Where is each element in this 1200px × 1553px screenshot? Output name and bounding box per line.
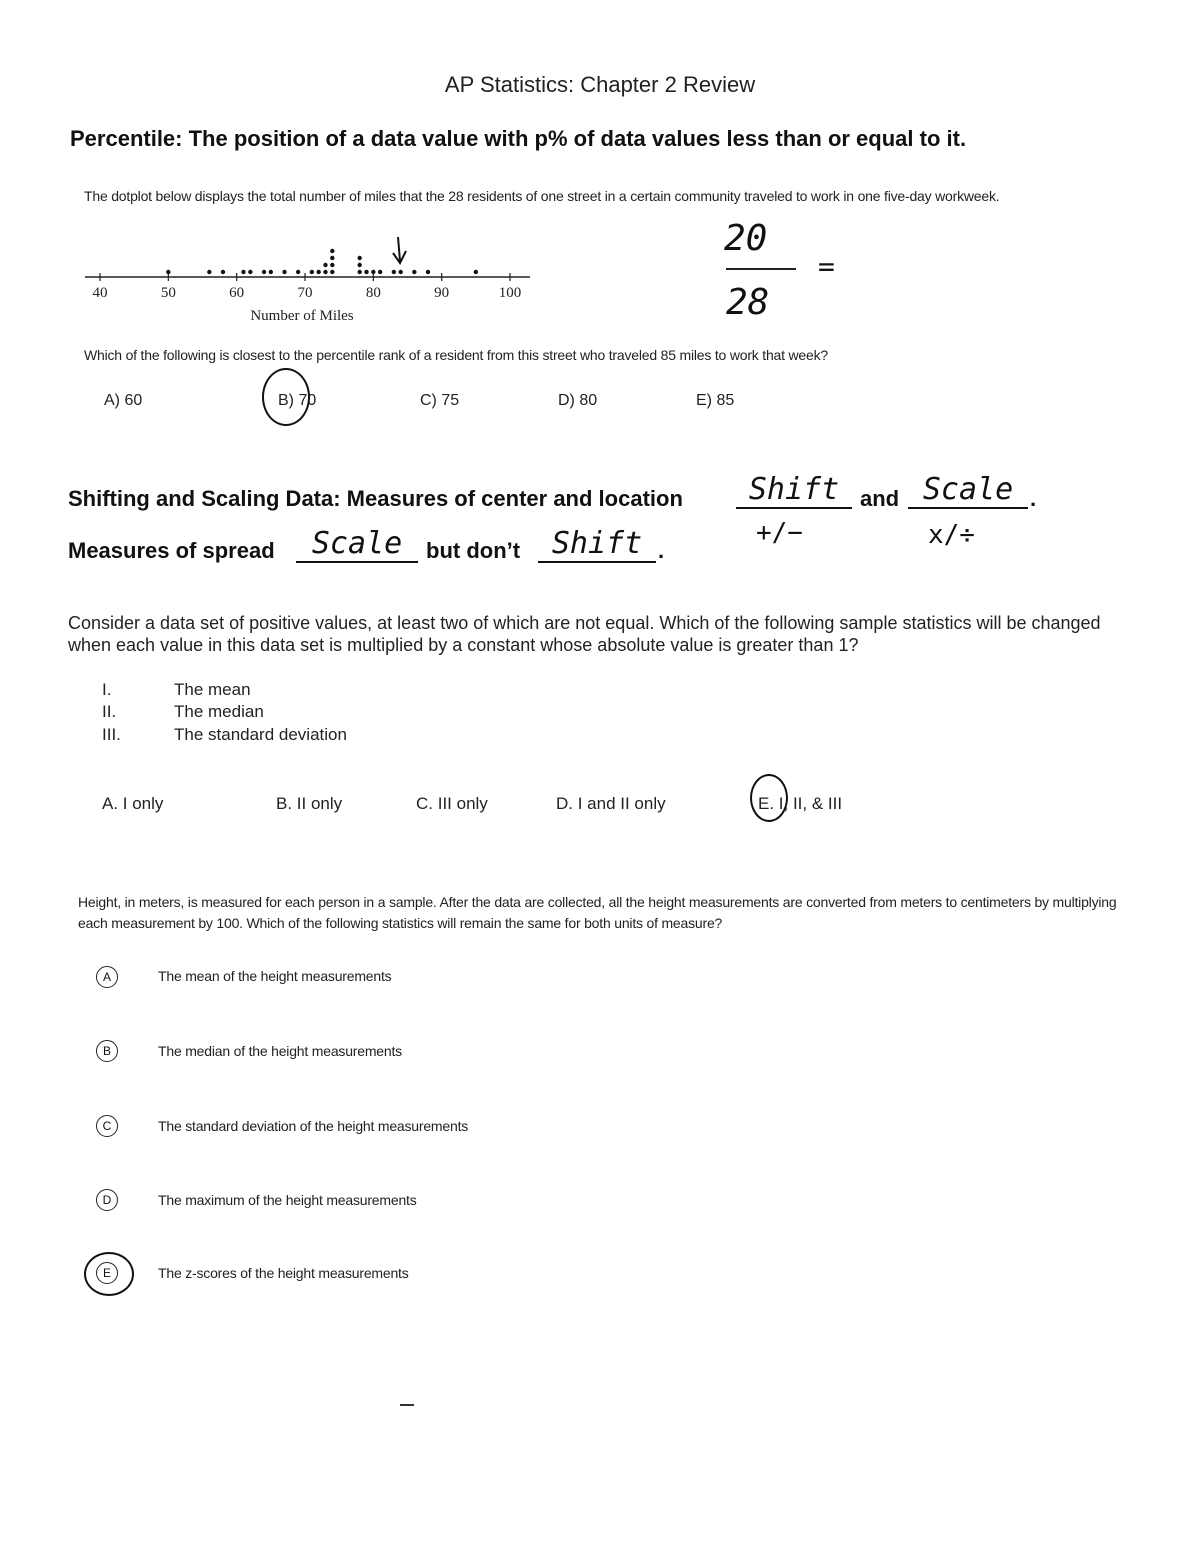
q3-option-e-text: The z-scores of the height measurements bbox=[158, 1265, 409, 1281]
handwritten-denominator: 28 bbox=[726, 282, 770, 323]
scan-mark bbox=[400, 1404, 414, 1406]
dotplot-tick-label: 40 bbox=[92, 285, 108, 301]
percentile-question: Which of the following is closest to the percentile rank of a resident from this street who traveled 85 miles to work that week? bbox=[84, 347, 828, 363]
dotplot-point bbox=[323, 270, 327, 274]
choice-a[interactable]: A) 60 bbox=[104, 392, 143, 409]
question3-text: Height, in meters, is measured for each person in a sample. After the data are collected, all the height measurements are converted from meters to centimeters by multiplying each measurement by 100. Which of the following statistics will remain the same for both units of measure? bbox=[78, 894, 1117, 931]
choice-c[interactable]: C) 75 bbox=[420, 392, 460, 409]
q3-letter-e: E bbox=[96, 1262, 118, 1284]
dotplot-point bbox=[316, 270, 320, 274]
dotplot-point bbox=[323, 263, 327, 267]
dotplot-point bbox=[221, 270, 225, 274]
q3-option-c[interactable] bbox=[96, 1115, 118, 1137]
blank-shift: Shift bbox=[736, 472, 852, 509]
blank-scale-2: Scale bbox=[296, 526, 418, 563]
period-1: . bbox=[1030, 486, 1037, 511]
item-3-num: III. bbox=[102, 725, 121, 744]
q3-option-a-text: The mean of the height measurements bbox=[158, 968, 392, 984]
choice-e[interactable]: E) 85 bbox=[696, 392, 735, 409]
dotplot-point bbox=[371, 270, 375, 274]
dotplot-point bbox=[310, 270, 314, 274]
dotplot-point bbox=[207, 270, 211, 274]
question2-text: Consider a data set of positive values, at least two of which are not equal. Which of the following sample statistics will be changed when each value in this data set is multiplied by a constant whose absolute value is greater than 1? bbox=[68, 613, 1101, 655]
dotplot-point bbox=[248, 270, 252, 274]
dotplot-point bbox=[282, 270, 286, 274]
q2-choice-d[interactable]: D. I and II only bbox=[556, 794, 666, 813]
dotplot-tick-label: 70 bbox=[297, 285, 313, 301]
dotplot-point bbox=[330, 249, 334, 253]
blank-scale: Scale bbox=[908, 472, 1028, 509]
page-title: AP Statistics: Chapter 2 Review bbox=[444, 72, 756, 97]
dotplot-point bbox=[357, 270, 361, 274]
dotplot-point bbox=[166, 270, 170, 274]
dotplot-tick-label: 60 bbox=[229, 285, 245, 301]
item-1-text: The mean bbox=[174, 680, 251, 699]
q3-letter-d: D bbox=[96, 1189, 118, 1211]
dotplot-point bbox=[378, 270, 382, 274]
choice-d[interactable]: D) 80 bbox=[558, 392, 598, 409]
dotplot-tick-label: 80 bbox=[365, 285, 381, 301]
dotplot-point bbox=[262, 270, 266, 274]
circled-option-e bbox=[84, 1252, 134, 1296]
dotplot-axis-label: Number of Miles bbox=[250, 308, 354, 324]
percentile-heading: Percentile: The position of a data value with p% of data values less than or equal to it. bbox=[70, 126, 967, 151]
dotplot-chart bbox=[80, 225, 550, 335]
q3-option-a[interactable] bbox=[96, 966, 118, 988]
dotplot-intro: The dotplot below displays the total number of miles that the 28 residents of one street in a certain community traveled to work in one five-day workweek. bbox=[84, 188, 1000, 204]
circled-choice-e bbox=[750, 774, 788, 822]
dotplot-tick-label: 50 bbox=[160, 285, 176, 301]
dotplot-point bbox=[330, 270, 334, 274]
period-2: . bbox=[658, 538, 665, 563]
q3-letter-b: B bbox=[96, 1040, 118, 1062]
item-3-text: The standard deviation bbox=[174, 725, 347, 744]
dotplot-point bbox=[357, 256, 361, 260]
q2-choice-a[interactable]: A. I only bbox=[102, 794, 164, 813]
q3-option-c-text: The standard deviation of the height measurements bbox=[158, 1118, 469, 1134]
dotplot-point bbox=[426, 270, 430, 274]
item-1-num: I. bbox=[102, 680, 112, 699]
dotplot-point bbox=[330, 256, 334, 260]
choice-b[interactable]: B) 70 bbox=[278, 392, 317, 409]
dotplot-point bbox=[296, 270, 300, 274]
shifting-heading: Shifting and Scaling Data: Measures of center and location bbox=[68, 486, 683, 511]
q2-choice-b[interactable]: B. II only bbox=[276, 794, 343, 813]
handwritten-times-divide: x/÷ bbox=[928, 520, 975, 550]
q3-option-b-text: The median of the height measurements bbox=[158, 1043, 402, 1059]
q2-choice-c[interactable]: C. III only bbox=[416, 794, 488, 813]
but-dont: but don’t bbox=[426, 538, 521, 563]
dotplot-point bbox=[398, 270, 402, 274]
dotplot-point bbox=[412, 270, 416, 274]
q3-option-b[interactable] bbox=[96, 1040, 118, 1062]
and-word: and bbox=[860, 486, 900, 511]
q3-letter-a: A bbox=[96, 966, 118, 988]
handwritten-numerator: 20 bbox=[724, 218, 768, 259]
fraction-bar bbox=[726, 268, 796, 270]
dotplot-point bbox=[364, 270, 368, 274]
circled-choice-b bbox=[262, 368, 310, 426]
q2-choice-e[interactable]: E. I, II, & III bbox=[758, 794, 843, 813]
dotplot-point bbox=[357, 263, 361, 267]
blank-shift-2: Shift bbox=[538, 526, 656, 563]
q3-option-d[interactable] bbox=[96, 1189, 118, 1211]
item-2-text: The median bbox=[174, 702, 264, 721]
handwritten-equals: = bbox=[818, 250, 835, 283]
dotplot-point bbox=[269, 270, 273, 274]
dotplot-point bbox=[330, 263, 334, 267]
q3-option-d-text: The maximum of the height measurements bbox=[158, 1192, 417, 1208]
dotplot-point bbox=[392, 270, 396, 274]
item-2-num: II. bbox=[102, 702, 117, 721]
handwritten-arrow bbox=[393, 237, 406, 263]
dotplot-point bbox=[474, 270, 478, 274]
spread-heading: Measures of spread bbox=[68, 538, 275, 563]
dotplot-point bbox=[241, 270, 245, 274]
handwritten-plus-minus: +/− bbox=[756, 518, 803, 548]
dotplot-tick-label: 90 bbox=[434, 285, 450, 301]
dotplot-tick-label: 100 bbox=[498, 285, 522, 301]
q3-letter-c: C bbox=[96, 1115, 118, 1137]
